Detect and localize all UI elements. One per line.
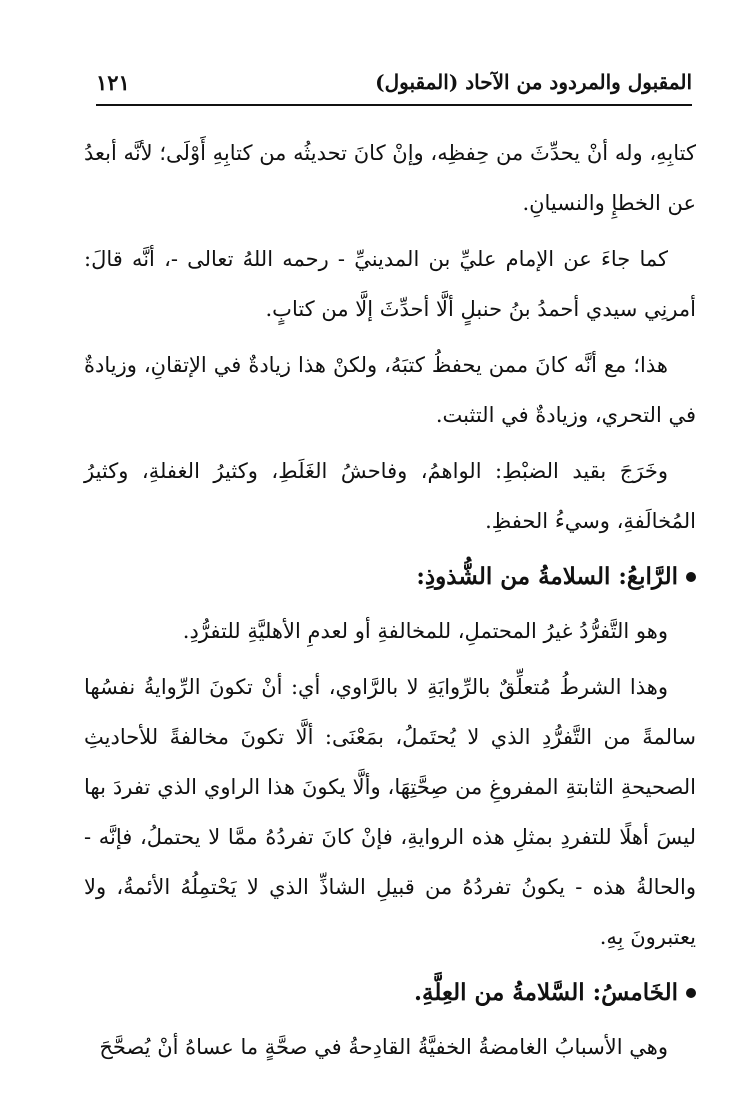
paragraph: كتابِهِ، وله أنْ يحدِّثَ من حِفظِه، وإنْ كانَ تحديثُه من كتابِهِ أَوْلَى؛ لأنَّه أبعدُ عن الخطإِ والنسيانِ.: [84, 141, 696, 215]
bullet-icon: [686, 988, 696, 998]
paragraph: وهذا الشرطُ مُتعلِّقٌ بالرِّوايَةِ لا بالرَّاوي، أي: أنْ تكونَ الرِّوايةُ نفسُها سالمةً من التَّفرُّدِ الذي لا يُحتَملُ، بمَعْنَى: ألَّا تكونَ مخالفةً للأحاديثِ الصحيحةِ الثابتةِ المفروغِ من صِحَّتِهَا، وألَّا يكونَ هذا الراوي الذي تفردَ بها ليسَ أهلًا للتفردِ بمثلِ هذه الروايةِ، فإنْ كانَ تفردُهُ ممَّا لا يحتملُ، فإنَّه - والحالةُ هذه - يكونُ تفردُهُ من قبيلِ الشاذِّ الذي لا يَحْتمِلُهُ الأئمةُ، ولا يعتبرونَ بِهِ.: [84, 675, 696, 949]
page-number: ١٢١: [96, 69, 130, 95]
section-heading: [84, 968, 696, 1018]
paragraph: كما جاءَ عن الإمام عليِّ بن المدينيِّ - رحمه اللهُ تعالى -، أنَّه قالَ: أمرنِي سيدي أحمدُ بنُ حنبلٍ ألَّا أحدِّثَ إلَّا من كتابٍ.: [84, 247, 696, 321]
paragraph: هذا؛ مع أنَّه كانَ ممن يحفظُ كتبَهُ، ولكنْ هذا زيادةٌ في الإتقانِ، وزيادةٌ في التحري، وزيادةٌ في التثبت.: [84, 353, 696, 427]
header-title: المقبول والمردود من الآحاد (المقبول): [375, 70, 692, 94]
section-heading-text: الرَّابعُ: السلامةُ من الشُّذوذِ:: [416, 563, 678, 590]
paragraph: وهو التَّفرُّدُ غيرُ المحتملِ، للمخالفةِ أو لعدمِ الأهليَّةِ للتفرُّدِ.: [182, 619, 668, 643]
running-header: [96, 62, 692, 102]
header-rule: [96, 104, 692, 106]
section-heading: [84, 552, 696, 602]
page-body: [84, 128, 696, 1078]
paragraph: وخَرَجَ بقيد الضبْطِ: الواهمُ، وفاحشُ الغَلَطِ، وكثيرُ الغفلةِ، وكثيرُ المُخالَفةِ، وسيءُ الحفظِ.: [84, 459, 696, 533]
section-heading-text: الخَامسُ: السَّلامةُ من العِلَّةِ.: [414, 979, 678, 1006]
bullet-icon: [686, 572, 696, 582]
paragraph: وهي الأسبابُ الغامضةُ الخفيَّةُ القادِحةُ في صحَّةٍ ما عساهُ أنْ يُصحَّحَ: [99, 1035, 668, 1059]
